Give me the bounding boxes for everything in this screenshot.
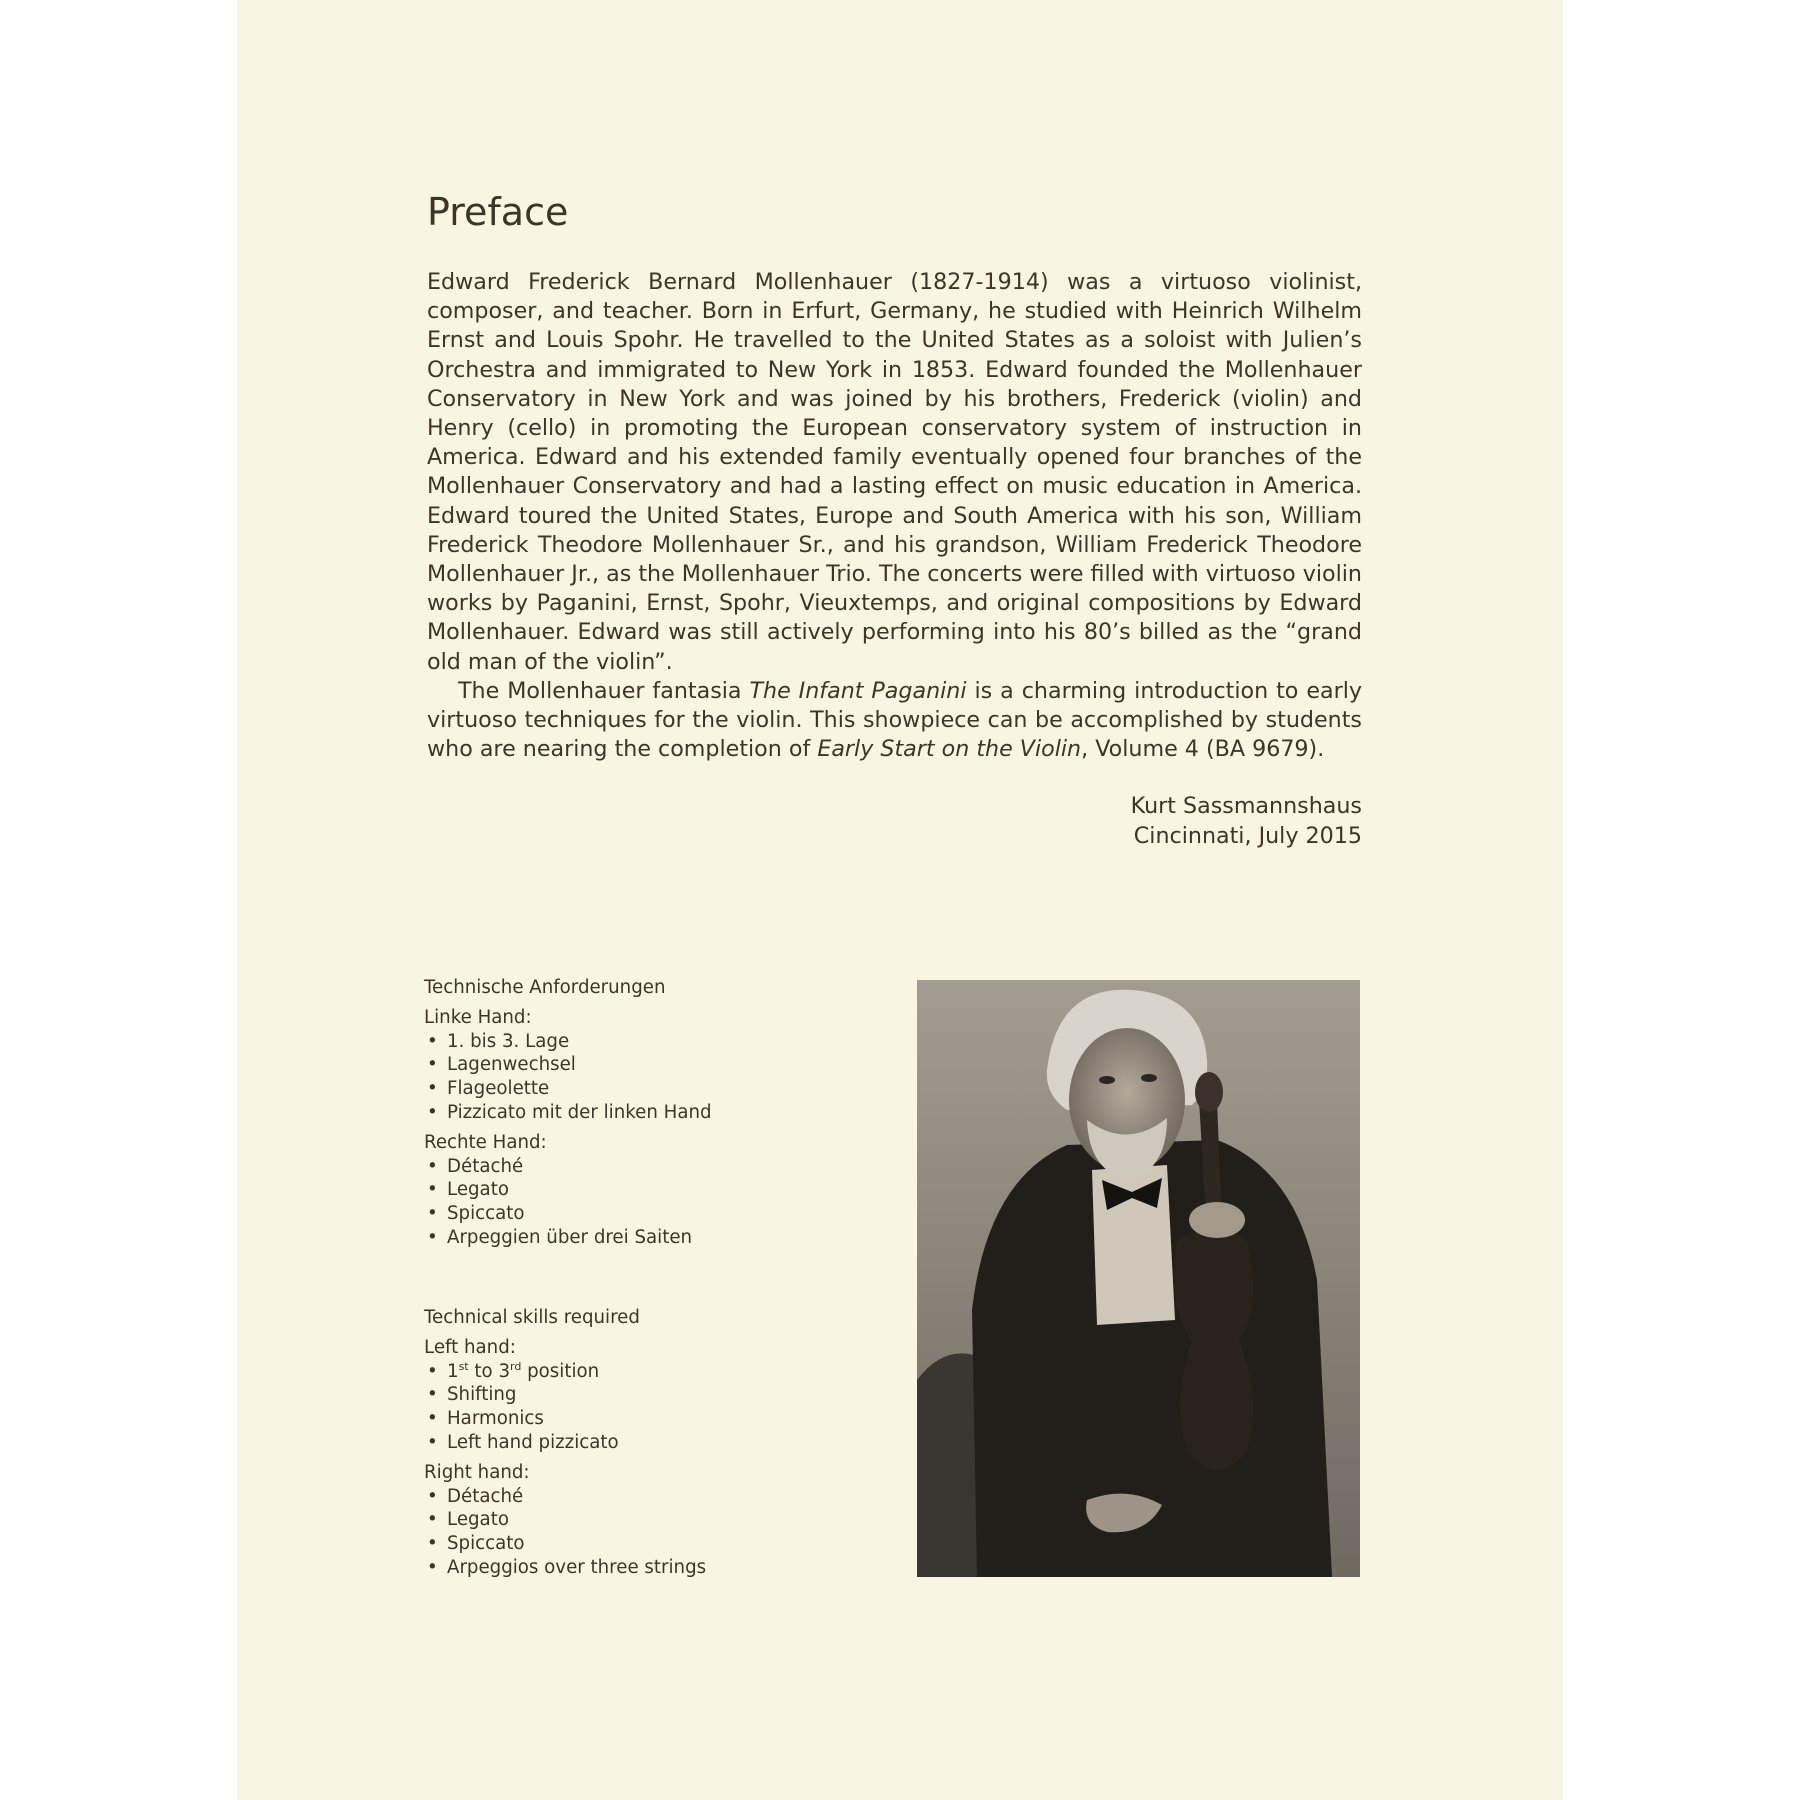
place-date: Cincinnati, July 2015 (1133, 822, 1362, 849)
skills-english (424, 1306, 824, 1586)
list-item: • Détaché (424, 1155, 824, 1179)
list-item: • Arpeggien über drei Saiten (424, 1226, 824, 1250)
right-hand-label: Rechte Hand: (424, 1131, 547, 1153)
ordinal-number: to 3 (468, 1360, 511, 1382)
skills-heading: Technische Anforderungen (424, 977, 666, 998)
work-title: The Infant Paganini (749, 677, 967, 704)
left-hand-label: Left hand: (424, 1336, 516, 1358)
page-title: Preface (427, 190, 569, 234)
left-hand-list (424, 1030, 824, 1125)
skills-heading: Technical skills required (424, 1307, 640, 1328)
list-item: • Harmonics (424, 1407, 824, 1431)
paragraph-text: , Volume 4 (BA 9679). (1081, 736, 1325, 763)
preface-paragraph-1: Edward Frederick Bernard Mollenhauer (1827-1914) was a virtuoso violinist, composer, and teacher. Born in Erfurt, Germany, he studied with Heinrich Wilhelm Ernst and Louis Spohr. He travelled to the United States as a soloist with Julien’s Orchestra and immigrated to New York in 1853. Edward founded the Mollenhauer Conservatory in New York and was joined by his brothers, Frederick (violin) and Henry (cello) in promoting the European conservatory system of instruction in America. Edward and his extended family eventually opened four branches of the Mollenhauer Conservatory and had a lasting effect on music education in America. Edward toured the United States, Europe and South America with his son, William Frederick Theodore Mollenhauer Sr., and his grandson, William Frederick Theodore Mollenhauer Jr., as the Mollenhauer Trio. The concerts were filled with virtuoso violin works by Paganini, Ernst, Spohr, Vieuxtemps, and original compositions by Edward Mollenhauer. Edward was still actively performing into his 80’s billed as the “grand old man of the violin”. (427, 269, 1362, 675)
book-title: Early Start on the Violin (817, 736, 1082, 763)
right-hand-list (424, 1155, 824, 1250)
paragraph-text: The Mollenhauer fantasia (458, 677, 750, 704)
list-item: • Arpeggios over three strings (424, 1556, 824, 1580)
signature-block (1000, 792, 1362, 851)
skills-german (424, 976, 824, 1256)
preface-paragraph-2 (427, 677, 1362, 765)
preface-body (427, 268, 1362, 764)
ordinal-suffix: rd (510, 1359, 522, 1373)
left-hand-list (424, 1360, 824, 1455)
list-item: • Legato (424, 1178, 824, 1202)
left-hand-label: Linke Hand: (424, 1006, 532, 1028)
list-item: • Spiccato (424, 1532, 824, 1556)
author-name: Kurt Sassmannshaus (1130, 793, 1362, 819)
list-item: • Lagenwechsel (424, 1053, 824, 1077)
list-item: • Legato (424, 1508, 824, 1532)
list-item: • Pizzicato mit der linken Hand (424, 1101, 824, 1125)
list-item: • Spiccato (424, 1202, 824, 1226)
list-item (424, 1360, 824, 1384)
portrait-illustration (917, 980, 1360, 1577)
list-item: • Flageolette (424, 1077, 824, 1101)
list-item: • Left hand pizzicato (424, 1431, 824, 1455)
list-item: • 1. bis 3. Lage (424, 1030, 824, 1054)
ordinal-number: 1 (447, 1360, 459, 1382)
list-item-text: position (521, 1360, 600, 1382)
paragraph-text: is a charming introduction to early virtuoso techniques for the violin. This showpiece can be accomplished by students who are nearing the completion of (427, 677, 1362, 763)
right-hand-list (424, 1485, 824, 1580)
portrait-photo (917, 980, 1360, 1577)
list-item: • Détaché (424, 1485, 824, 1509)
list-item: • Shifting (424, 1383, 824, 1407)
ordinal-suffix: st (458, 1359, 469, 1373)
right-hand-label: Right hand: (424, 1461, 530, 1483)
